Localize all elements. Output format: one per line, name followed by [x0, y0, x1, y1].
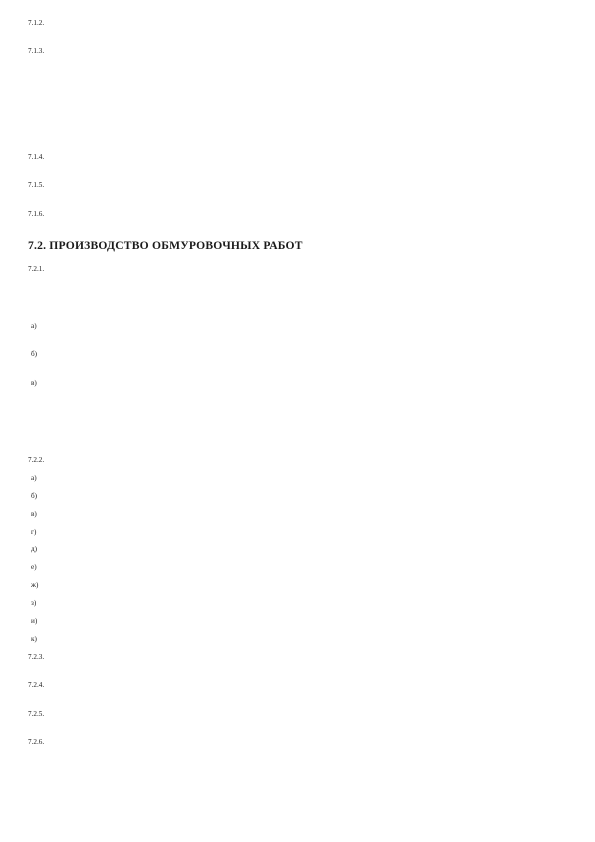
paragraph-text: и) — [31, 617, 38, 626]
list-item-b-2 — [28, 491, 567, 501]
list-item-zh — [28, 580, 567, 590]
paragraph-text: з) — [31, 599, 37, 608]
list-item-b — [28, 349, 567, 370]
paragraph-text: б) — [31, 350, 38, 359]
clause-number: 7.1.6. — [28, 209, 45, 218]
section-heading: 7.2. ПРОИЗВОДСТВО ОБМУРОВОЧНЫХ РАБОТ — [28, 239, 303, 253]
list-item-a — [28, 321, 567, 342]
list-item-g — [28, 527, 567, 537]
paragraph-documentation-intro — [28, 303, 567, 313]
list-item-i — [28, 616, 567, 626]
list-item-d — [28, 544, 567, 554]
paragraph-7-2-3 — [28, 652, 567, 673]
paragraph-7-1-2 — [28, 18, 567, 39]
paragraph-text: б) — [31, 491, 38, 500]
paragraph-text: в) — [31, 509, 37, 518]
paragraph-7-1-3 — [28, 46, 567, 88]
paragraph-text: г) — [31, 527, 37, 536]
clause-number: 7.2.2. — [28, 455, 45, 464]
clause-number: 7.2.4. — [28, 681, 45, 690]
list-item-v — [28, 378, 567, 409]
paragraph-7-2-2 — [28, 455, 567, 465]
clause-number: 7.1.5. — [28, 181, 45, 190]
clause-number: 7.1.2. — [28, 19, 45, 27]
clause-number: 7.2.3. — [28, 652, 45, 661]
paragraph-lining-pipes — [28, 95, 567, 116]
list-item-z — [28, 598, 567, 608]
clause-number: 7.2.6. — [28, 737, 45, 746]
list-item-e — [28, 562, 567, 572]
clause-number: 7.2.1. — [28, 265, 45, 274]
clause-number: 7.2.5. — [28, 709, 45, 718]
list-item-a-2 — [28, 473, 567, 483]
paragraph-text: а) — [31, 473, 37, 482]
paragraph-text: к) — [31, 635, 37, 643]
list-item-v-2 — [28, 509, 567, 519]
clause-number: 7.1.4. — [28, 152, 45, 161]
paragraph-text: е) — [31, 563, 37, 572]
paragraph-7-2-5 — [28, 709, 567, 730]
clause-number: 7.1.3. — [28, 47, 45, 56]
paragraph-text: а) — [31, 321, 37, 330]
paragraph-work-process — [28, 416, 567, 447]
paragraph-text: ж) — [31, 581, 39, 590]
paragraph-7-1-4 — [28, 152, 567, 173]
paragraph-7-2-4 — [28, 680, 567, 701]
paragraph-text: д) — [31, 545, 38, 554]
paragraph-7-2-6 — [28, 737, 567, 768]
paragraph-lining-pipes-2 — [28, 124, 567, 145]
paragraph-7-1-5 — [28, 180, 567, 201]
list-item-k — [28, 634, 567, 644]
paragraph-7-1-6 — [28, 209, 567, 230]
paragraph-7-2-1 — [28, 264, 567, 295]
paragraph-text: в) — [31, 378, 37, 387]
